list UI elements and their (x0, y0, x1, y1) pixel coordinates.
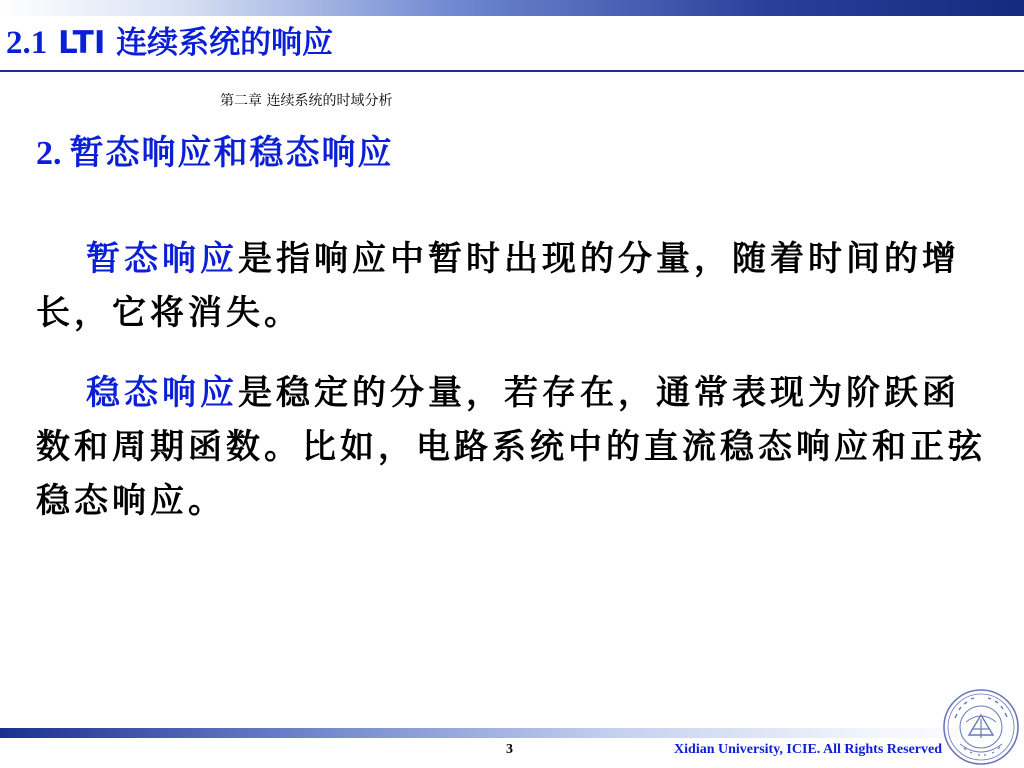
section-title: 暂态响应和稳态响应 (69, 133, 394, 173)
bottom-decorative-band (0, 728, 1024, 738)
term-steady-state-response: 稳态响应 (86, 373, 238, 413)
paragraph-steady-state-response (36, 366, 996, 528)
paragraph-text: 是指响应中暂时出现的分量，随着时间的增长，它将消失。 (36, 239, 960, 333)
paragraph-transient-response (36, 232, 996, 340)
paragraph-text: 是稳定的分量，若存在，通常表现为阶跃函数和周期函数。比如，电路系统中的直流稳态响应和正弦稳态响应。 (36, 373, 986, 521)
slide-title (6, 20, 333, 66)
chapter-label: 第二章 连续系统的时域分析 (220, 93, 393, 109)
page-number: 3 (506, 742, 513, 757)
section-heading (36, 128, 394, 178)
slide-title-text: LTI 连续系统的响应 (58, 25, 334, 61)
term-transient-response: 暂态响应 (86, 239, 238, 279)
slide-title-number: 2.1 (6, 25, 48, 61)
title-divider (0, 70, 1024, 72)
section-number: 2. (36, 135, 62, 172)
copyright-notice: Xidian University, ICIE. All Rights Reserved (674, 742, 942, 757)
top-decorative-band (0, 0, 1024, 16)
university-seal-icon (942, 688, 1020, 766)
